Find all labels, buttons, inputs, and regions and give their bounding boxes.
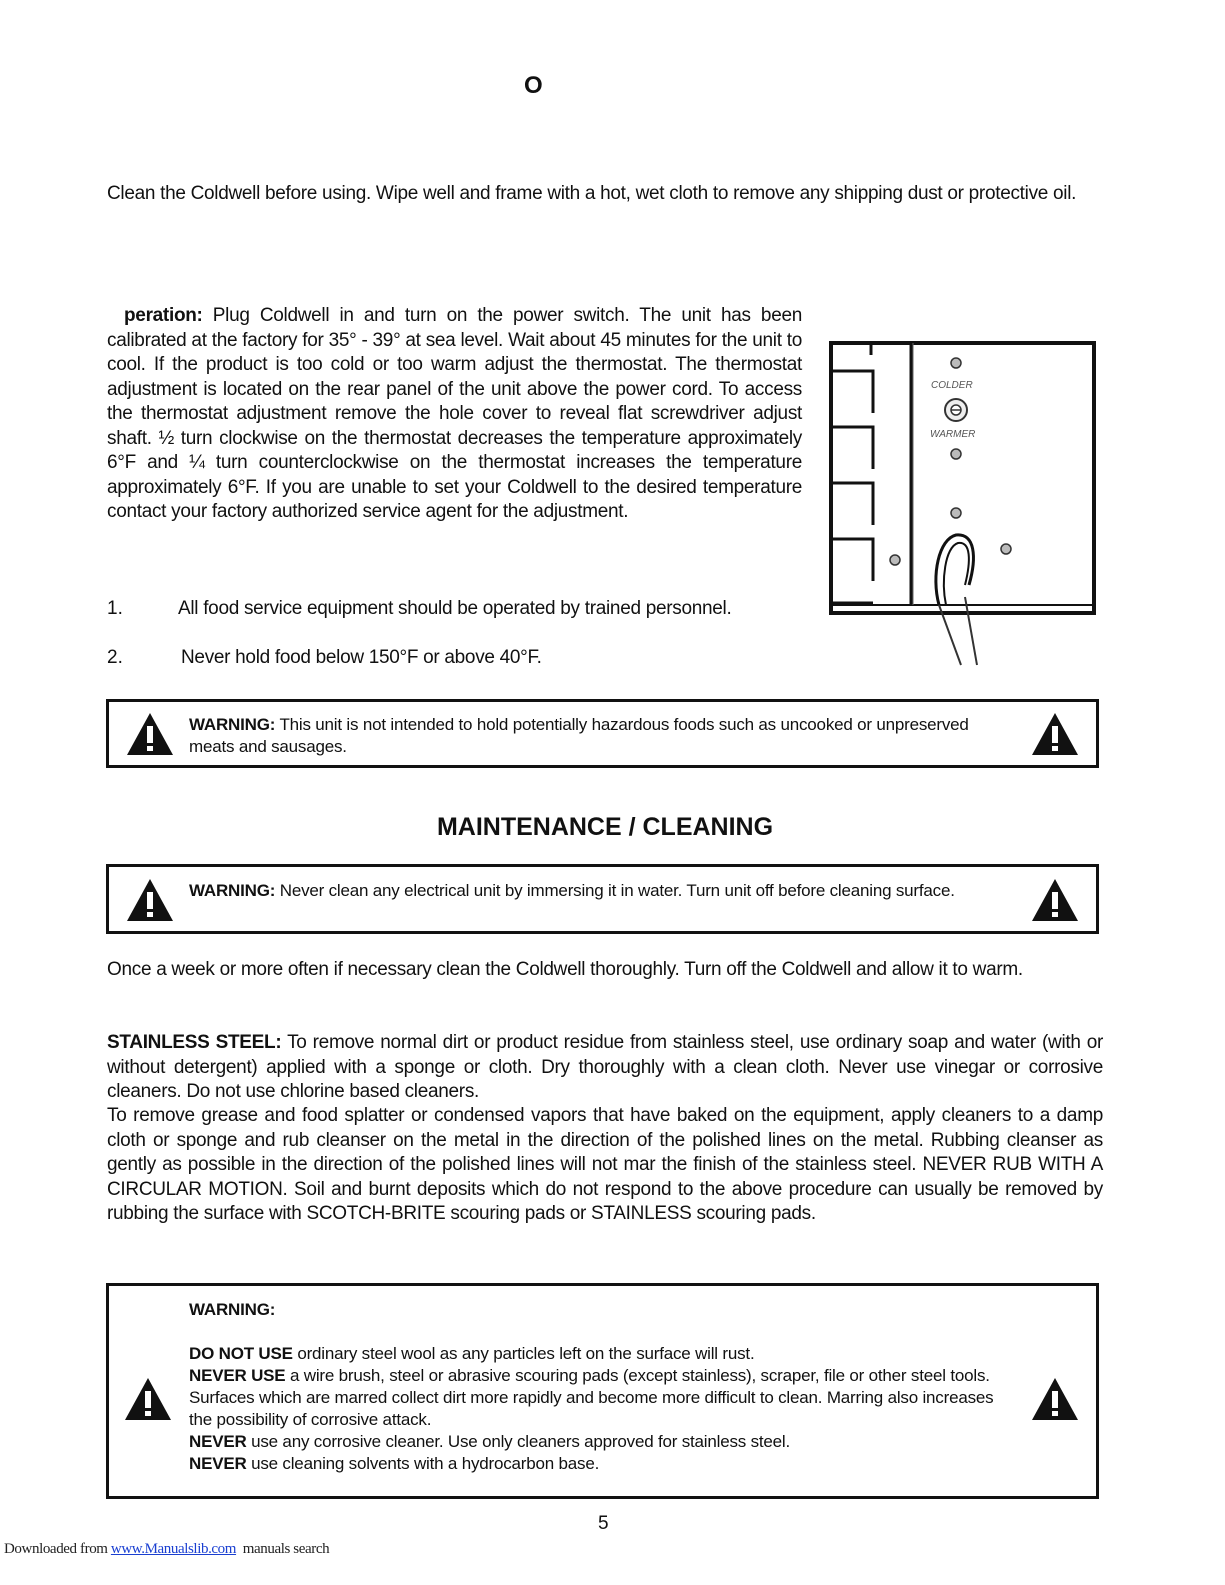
warning-triangle-icon	[125, 711, 175, 757]
footer-prefix: Downloaded from	[4, 1541, 111, 1557]
footer-suffix: manuals search	[236, 1541, 330, 1557]
list-number-1: 1.	[107, 598, 123, 619]
warning-box-2	[106, 864, 1099, 934]
warning-box-1	[106, 699, 1099, 768]
section-heading-letter: O	[524, 72, 543, 99]
warning-triangle-icon	[125, 877, 175, 923]
list-number-2: 2.	[107, 647, 123, 668]
warning-2-text	[189, 880, 1018, 902]
warning-1-body: This unit is not intended to hold potentially hazardous foods such as uncooked or unpreserved meats and sausages.	[189, 715, 969, 756]
intro-text: Clean the Coldwell before using. Wipe well and frame with a hot, wet cloth to remove any shipping dust or protective oil.	[107, 183, 1077, 204]
list-item-1: All food service equipment should be operated by trained personnel.	[178, 598, 732, 619]
grease-removal-paragraph: To remove grease and food splatter or condensed vapors that have baked on the equipment, apply cleaners to a damp cloth or sponge and rub cleanser on the metal in the direction of the polished lines on the metal. Rubbing cleanser as gently as possible in the direction of the polished lines will not mar the finish of the stainless steel. NEVER RUB WITH A CIRCULAR MOTION. Soil and burnt deposits which do not respond to the above procedure can usually be removed by rubbing the surface with SCOTCH-BRITE scouring pads or STAINLESS scouring pads.	[107, 1105, 1103, 1224]
maintenance-title: MAINTENANCE / CLEANING	[436, 813, 774, 841]
warmer-label: WARMER	[930, 429, 976, 440]
warning-triangle-icon	[1030, 711, 1080, 757]
weekly-cleaning-paragraph: Once a week or more often if necessary clean the Coldwell thoroughly. Turn off the Coldwell and allow it to warm.	[107, 959, 1023, 980]
warning-3-title: WARNING:	[189, 1300, 276, 1319]
intro-paragraph	[107, 182, 1103, 207]
warning-triangle-icon	[1030, 877, 1080, 923]
operation-paragraph	[107, 304, 802, 525]
warning-3-item: NEVER use any corrosive cleaner. Use only cleaners approved for stainless steel.	[189, 1432, 791, 1451]
list-item-2: Never hold food below 150°F or above 40°F.	[181, 647, 542, 668]
warning-triangle-icon	[123, 1376, 173, 1422]
stainless-steel-paragraph	[107, 1031, 1103, 1105]
colder-label: COLDER	[931, 380, 973, 391]
operation-text: Plug Coldwell in and turn on the power switch. The unit has been calibrated at the factory for 35° - 39° at sea level. Wait about 45 minutes for the unit to cool. If the product is too cold or too warm adjust the thermostat. The thermostat adjustment is located on the rear panel of the unit above the power cord. To access the thermostat adjustment remove the hole cover to reveal flat screwdriver adjust shaft. ½ turn clockwise on the thermostat decreases the temperature approximately 6°F and ¼ turn counterclockwise on the thermostat increases the temperature approximately 6°F. If you are unable to set your Coldwell to the desired temperature contact your factory authorized service agent for the adjustment.	[107, 305, 802, 522]
warning-3-item: NEVER USE a wire brush, steel or abrasive scouring pads (except stainless), scraper, file or other steel tools. Surfaces which are marred collect dirt more rapidly and become more difficult to clean. Marring also increases the possibility of corrosive attack.	[189, 1366, 994, 1429]
thermostat-panel-figure	[815, 335, 1105, 675]
warning-2-label: WARNING:	[189, 881, 276, 900]
operation-label: peration:	[124, 305, 203, 326]
warning-box-3	[106, 1283, 1099, 1499]
warning-3-item: NEVER use cleaning solvents with a hydrocarbon base.	[189, 1454, 600, 1473]
warning-3-item: DO NOT USE ordinary steel wool as any particles left on the surface will rust.	[189, 1344, 755, 1363]
manualslib-link[interactable]: www.Manualslib.com	[110, 1541, 237, 1557]
download-footer	[4, 1541, 329, 1558]
warning-triangle-icon	[1030, 1376, 1080, 1422]
stainless-label: STAINLESS STEEL:	[107, 1032, 282, 1053]
warning-1-label: WARNING:	[189, 715, 276, 734]
stainless-text-1: To remove normal dirt or product residue from stainless steel, use ordinary soap and water (with or without detergent) applied with a sponge or cloth. Dry thoroughly with a clean cloth. Never use vinegar or corrosive cleaners. Do not use chlorine based cleaners.	[107, 1032, 1103, 1102]
page-number: 5	[598, 1513, 609, 1534]
warning-3-text	[189, 1299, 1018, 1475]
warning-2-body: Never clean any electrical unit by immersing it in water. Turn unit off before cleaning surface.	[275, 881, 955, 900]
warning-1-text	[189, 714, 1018, 758]
